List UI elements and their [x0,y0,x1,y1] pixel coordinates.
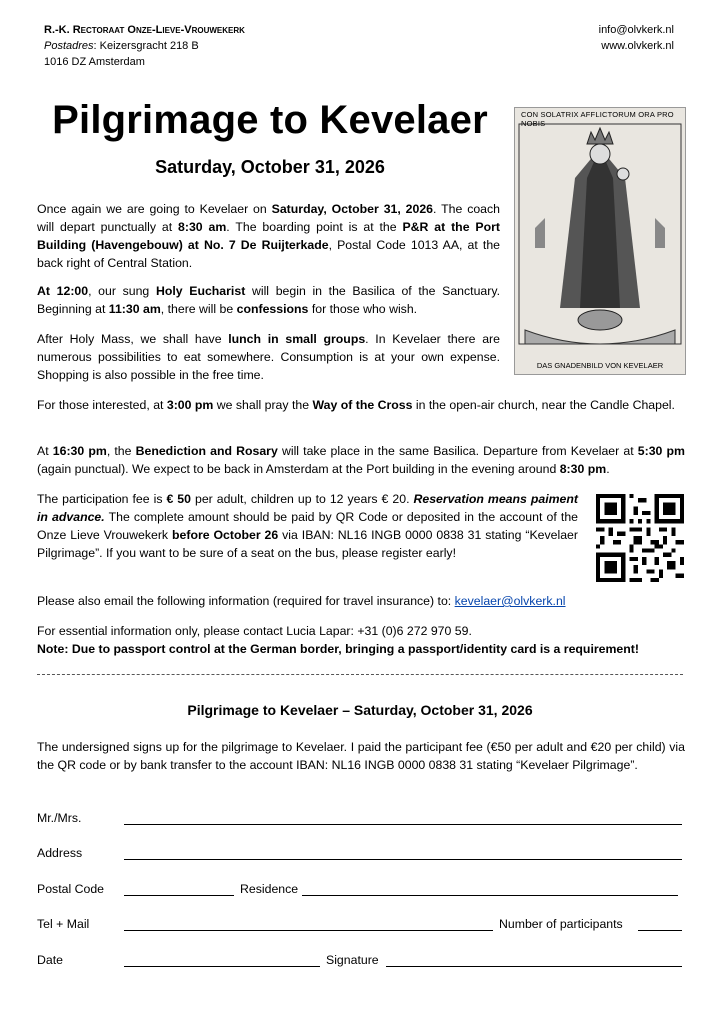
organization-name: R.-K. Rectoraat Onze-Lieve-Vrouwekerk [44,24,245,36]
postal-address: Postadres: Keizersgracht 218 B [44,40,199,52]
label-residence: Residence [240,882,299,896]
paragraph-eucharist: At 12:00, our sung Holy Eucharist will begin in the Basilica of the Sanctuary. Beginning at 11:30 am, there will be confessions for those who wish. [37,284,501,316]
tel-mail-field[interactable] [124,918,493,931]
paragraph-benediction: At 16:30 pm, the Benediction and Rosary will take place in the same Basilica. Departure from Kevelaer at 5:30 pm (again punctual). We expect to be back in Amsterdam at the Port building in the evening around 8:30 pm. [37,444,685,476]
passport-note: Note: Due to passport control at the German border, bringing a passport/identity card is a requirement! [37,642,639,656]
paragraph-contact [37,622,685,658]
address-field[interactable] [124,847,682,860]
engraving-bottom-caption: DAS GNADENBILD VON KEVELAER [536,361,664,370]
label-name: Mr./Mrs. [37,811,82,825]
letterhead-contact [599,22,674,54]
page-title: Pilgrimage to Kevelaer [52,98,488,142]
letterhead-address [44,22,245,70]
signature-field[interactable] [386,954,682,967]
contact-email: info@olvkerk.nl [598,24,674,36]
label-signature: Signature [326,953,379,967]
payment-qr-code[interactable] [596,494,684,582]
city-line: 1016 DZ Amsterdam [44,56,145,68]
name-field[interactable] [124,812,682,825]
paragraph-departure: Once again we are going to Kevelaer on Saturday, October 31, 2026. The coach will depart punctually at 8:30 am. The boarding point is at the P&R at the Port Building (Havengebouw) at No. 7 De Ruijterkade, Postal Code 1013 AA, at the back right of Central Station. [37,202,501,270]
participants-field[interactable] [638,918,682,931]
paragraph-lunch: After Holy Mass, we shall have lunch in small groups. In Kevelaer there are numerous possibilities to eat somewhere. Consumption is at your own expense. Shopping is also possible in the free time. [37,332,500,382]
form-intro: The undersigned signs up for the pilgrimage to Kevelaer. I paid the participant fee (€50 per adult and €20 per child) via the QR code or by bank transfer to the account IBAN: NL16 INGB 0000 0838 31 stating “Kevelaer Pilgrimage”. [37,740,685,772]
date-field[interactable] [124,954,320,967]
contact-website: www.olvkerk.nl [601,40,674,52]
contact-line: For essential information only, please contact Lucia Lapar: +31 (0)6 272 970 59. [37,624,472,638]
residence-field[interactable] [302,883,678,896]
paragraph-way-of-cross: For those interested, at 3:00 pm we shall pray the Way of the Cross in the open-air church, near the Candle Chapel. [37,398,675,412]
paragraph-fee: The participation fee is € 50 per adult, children up to 12 years € 20. Reservation means paiment in advance. The complete amount should be paid by QR Code or deposited in the account of the Onze Lieve Vrouwekerk before October 26 via IBAN: NL16 INGB 0000 0838 31 stating “Kevelaer Pilgrimage”. If you want to be sure of a seat on the bus, please register early! [37,492,578,560]
engraving-top-caption: CON SOLATRIX AFFLICTORUM ORA PRO NOBIS [521,110,674,128]
cut-line-divider [37,674,683,675]
label-tel-mail: Tel + Mail [37,917,90,931]
email-link[interactable]: kevelaer@olvkerk.nl [454,594,566,608]
page-subtitle: Saturday, October 31, 2026 [155,157,385,177]
qr-code-icon [596,494,684,582]
label-participants: Number of participants [499,917,623,931]
engraving-illustration [515,108,685,374]
postal-code-field[interactable] [124,883,234,896]
madonna-engraving-image [514,107,686,375]
label-date: Date [37,953,63,967]
form-title: Pilgrimage to Kevelaer – Saturday, October 31, 2026 [187,702,533,718]
paragraph-email-info: Please also email the following information (required for travel insurance) to: kevelaer@olvkerk.nl [37,594,566,608]
label-postal-code: Postal Code [37,882,104,896]
label-address: Address [37,846,83,860]
